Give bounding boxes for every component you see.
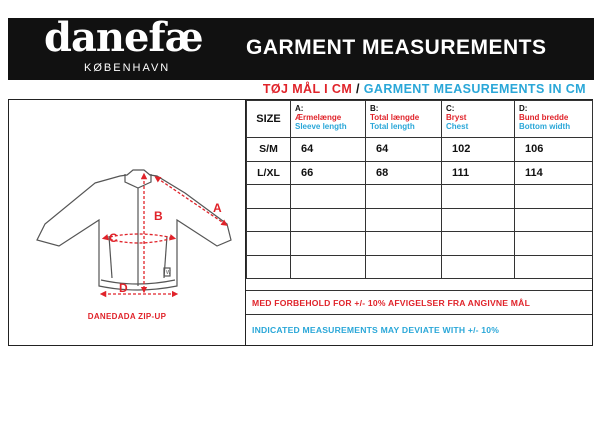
table-row	[247, 255, 593, 279]
brand-city: KØBENHAVN	[84, 62, 171, 74]
value-cell: 114	[515, 161, 593, 185]
label-b: B	[154, 209, 163, 223]
brand-name: danefæ	[44, 14, 203, 61]
value-cell	[291, 255, 366, 279]
value-cell: 68	[366, 161, 442, 185]
page-title: GARMENT MEASUREMENTS	[246, 36, 547, 59]
table-row	[247, 232, 593, 256]
jacket-illustration	[17, 108, 245, 308]
value-cell: 111	[442, 161, 515, 185]
label-a: A	[213, 201, 222, 215]
subtitle-separator: /	[352, 82, 364, 96]
size-header: SIZE	[247, 101, 291, 138]
subtitle-danish: TØJ MÅL I CM	[262, 82, 353, 96]
measurement-table	[246, 100, 593, 279]
value-cell	[515, 255, 593, 279]
table-row	[247, 208, 593, 232]
value-cell: 64	[291, 138, 366, 162]
column-header-b: B: Total længde Total length	[366, 101, 442, 138]
value-cell	[515, 232, 593, 256]
size-cell: S/M	[247, 138, 291, 162]
label-c: C	[109, 231, 118, 245]
table-header-row	[247, 101, 593, 138]
value-cell	[366, 255, 442, 279]
column-header-a: A: Ærmelænge Sleeve length	[291, 101, 366, 138]
header-banner	[8, 14, 594, 80]
garment-caption: DANEDADA ZIP-UP	[87, 312, 167, 321]
size-cell	[247, 255, 291, 279]
value-cell: 66	[291, 161, 366, 185]
size-cell: L/XL	[247, 161, 291, 185]
size-cell	[247, 232, 291, 256]
value-cell	[442, 255, 515, 279]
value-cell	[366, 185, 442, 209]
brand-logo	[44, 14, 224, 78]
label-d: D	[119, 281, 128, 295]
value-cell	[442, 185, 515, 209]
value-cell	[291, 208, 366, 232]
value-cell: 102	[442, 138, 515, 162]
value-cell	[515, 208, 593, 232]
value-cell	[291, 185, 366, 209]
table-row	[247, 138, 593, 162]
column-header-c: C: Bryst Chest	[442, 101, 515, 138]
value-cell	[515, 185, 593, 209]
column-header-d: D: Bund bredde Bottom width	[515, 101, 593, 138]
value-cell	[442, 208, 515, 232]
value-cell	[291, 232, 366, 256]
value-cell	[366, 208, 442, 232]
measurement-panel	[8, 99, 593, 346]
table-row	[247, 185, 593, 209]
value-cell: 64	[366, 138, 442, 162]
value-cell: 106	[515, 138, 593, 162]
value-cell	[366, 232, 442, 256]
jacket-tag: W	[166, 270, 171, 276]
units-subtitle	[263, 82, 586, 96]
tolerance-note-danish: MED FORBEHOLD FOR +/- 10% AFVIGELSER FRA ANGIVNE MÅL	[246, 290, 592, 314]
tolerance-note-english: INDICATED MEASUREMENTS MAY DEVIATE WITH +/- 10%	[246, 314, 592, 345]
subtitle-english: GARMENT MEASUREMENTS IN CM	[363, 82, 586, 96]
jacket-outline	[37, 170, 231, 290]
size-cell	[247, 185, 291, 209]
table-row	[247, 161, 593, 185]
size-cell	[247, 208, 291, 232]
value-cell	[442, 232, 515, 256]
